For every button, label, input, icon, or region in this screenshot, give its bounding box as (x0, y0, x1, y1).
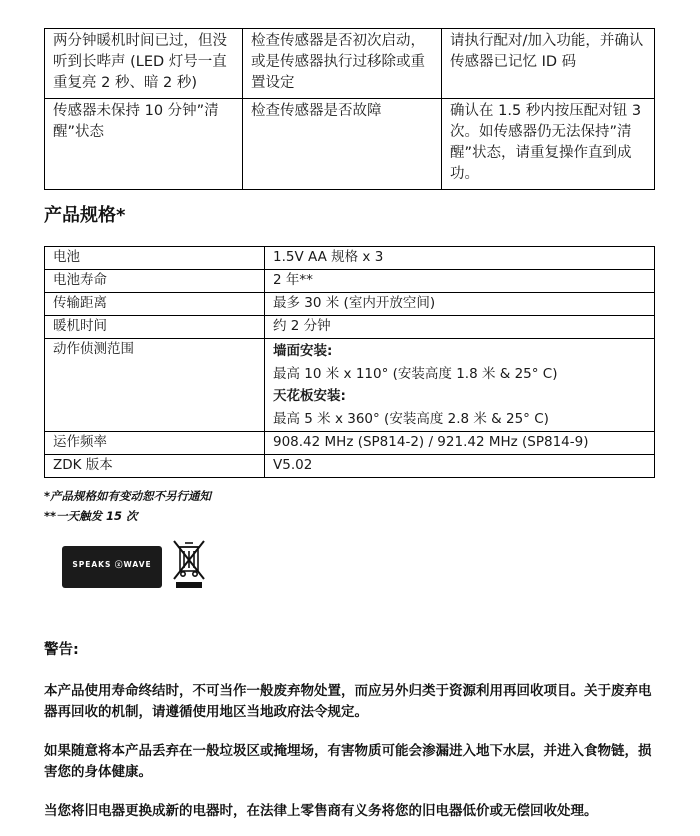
specs-heading: 产品规格* (44, 205, 126, 226)
weee-crossed-bin-icon (170, 537, 208, 589)
warning-paragraph: 本产品使用寿命终结时，不可当作一般废弃物处置，而应另外归类于资源利用再回收项目。关于废弃电器再回收的机制，请遵循使用地区当地政府法令规定。 (44, 683, 652, 720)
table-row (45, 99, 655, 190)
table-row (45, 270, 655, 293)
spec-label: 暖机时间 (45, 316, 265, 339)
spec-label: ZDK 版本 (45, 455, 265, 478)
solution-cell: 确认在 1.5 秒内按压配对钮 3 次。如传感器仍无法保持”清醒”状态，请重复操作直到成功。 (442, 99, 655, 190)
warning-heading: 警告: (44, 642, 79, 658)
spec-value: 1.5V AA 规格 x 3 (265, 247, 655, 270)
wall-mount-title: 墙面安装: (273, 343, 333, 359)
spec-footnotes (44, 486, 211, 526)
table-row (45, 455, 655, 478)
speaks-zwave-logo (62, 546, 162, 588)
wall-mount-value: 最高 10 米 x 110° (安装高度 1.8 米 & 25° C) (273, 365, 558, 382)
table-row (45, 247, 655, 270)
spec-label: 动作侦测范围 (45, 339, 265, 432)
troubleshooting-table (44, 28, 655, 190)
table-row (45, 316, 655, 339)
warning-paragraph: 如果随意将本产品丢弃在一般垃圾区或掩埋场，有害物质可能会渗漏进入地下水层，并进入食物链，损害您的身体健康。 (44, 743, 652, 780)
footnote: **一天触发 15 次 (44, 509, 138, 523)
table-row (45, 29, 655, 99)
spec-value (265, 339, 655, 432)
spec-label: 电池 (45, 247, 265, 270)
table-row (45, 293, 655, 316)
check-cell: 检查传感器是否初次启动，或是传感器执行过移除或重置设定 (243, 29, 442, 99)
ceiling-mount-title: 天花板安装: (273, 388, 346, 404)
footnote: *产品规格如有变动恕不另行通知 (44, 489, 212, 503)
spec-value: 最多 30 米 (室内开放空间) (265, 293, 655, 316)
spec-value: 2 年** (265, 270, 655, 293)
symptom-cell: 传感器未保持 10 分钟”清醒”状态 (45, 99, 243, 190)
check-cell: 检查传感器是否故障 (243, 99, 442, 190)
spec-value: V5.02 (265, 455, 655, 478)
speaks-zwave-logo-text: SPEAKS ⓩWAVE (72, 560, 152, 569)
solution-cell: 请执行配对/加入功能，并确认传感器已记忆 ID 码 (442, 29, 655, 99)
symptom-cell: 两分钟暖机时间已过，但没听到长哔声 (LED 灯号一直重复亮 2 秒、暗 2 秒) (45, 29, 243, 99)
spec-label: 传输距离 (45, 293, 265, 316)
table-row (45, 339, 655, 432)
spec-label: 电池寿命 (45, 270, 265, 293)
warning-paragraph: 当您将旧电器更换成新的电器时，在法律上零售商有义务将您的旧电器低价或无偿回收处理。 (44, 803, 598, 819)
spec-label: 运作频率 (45, 432, 265, 455)
specs-table (44, 246, 655, 478)
spec-value: 908.42 MHz (SP814-2) / 921.42 MHz (SP814-9) (265, 432, 655, 455)
table-row (45, 432, 655, 455)
ceiling-mount-value: 最高 5 米 x 360° (安装高度 2.8 米 & 25° C) (273, 410, 549, 427)
spec-value: 约 2 分钟 (265, 316, 655, 339)
